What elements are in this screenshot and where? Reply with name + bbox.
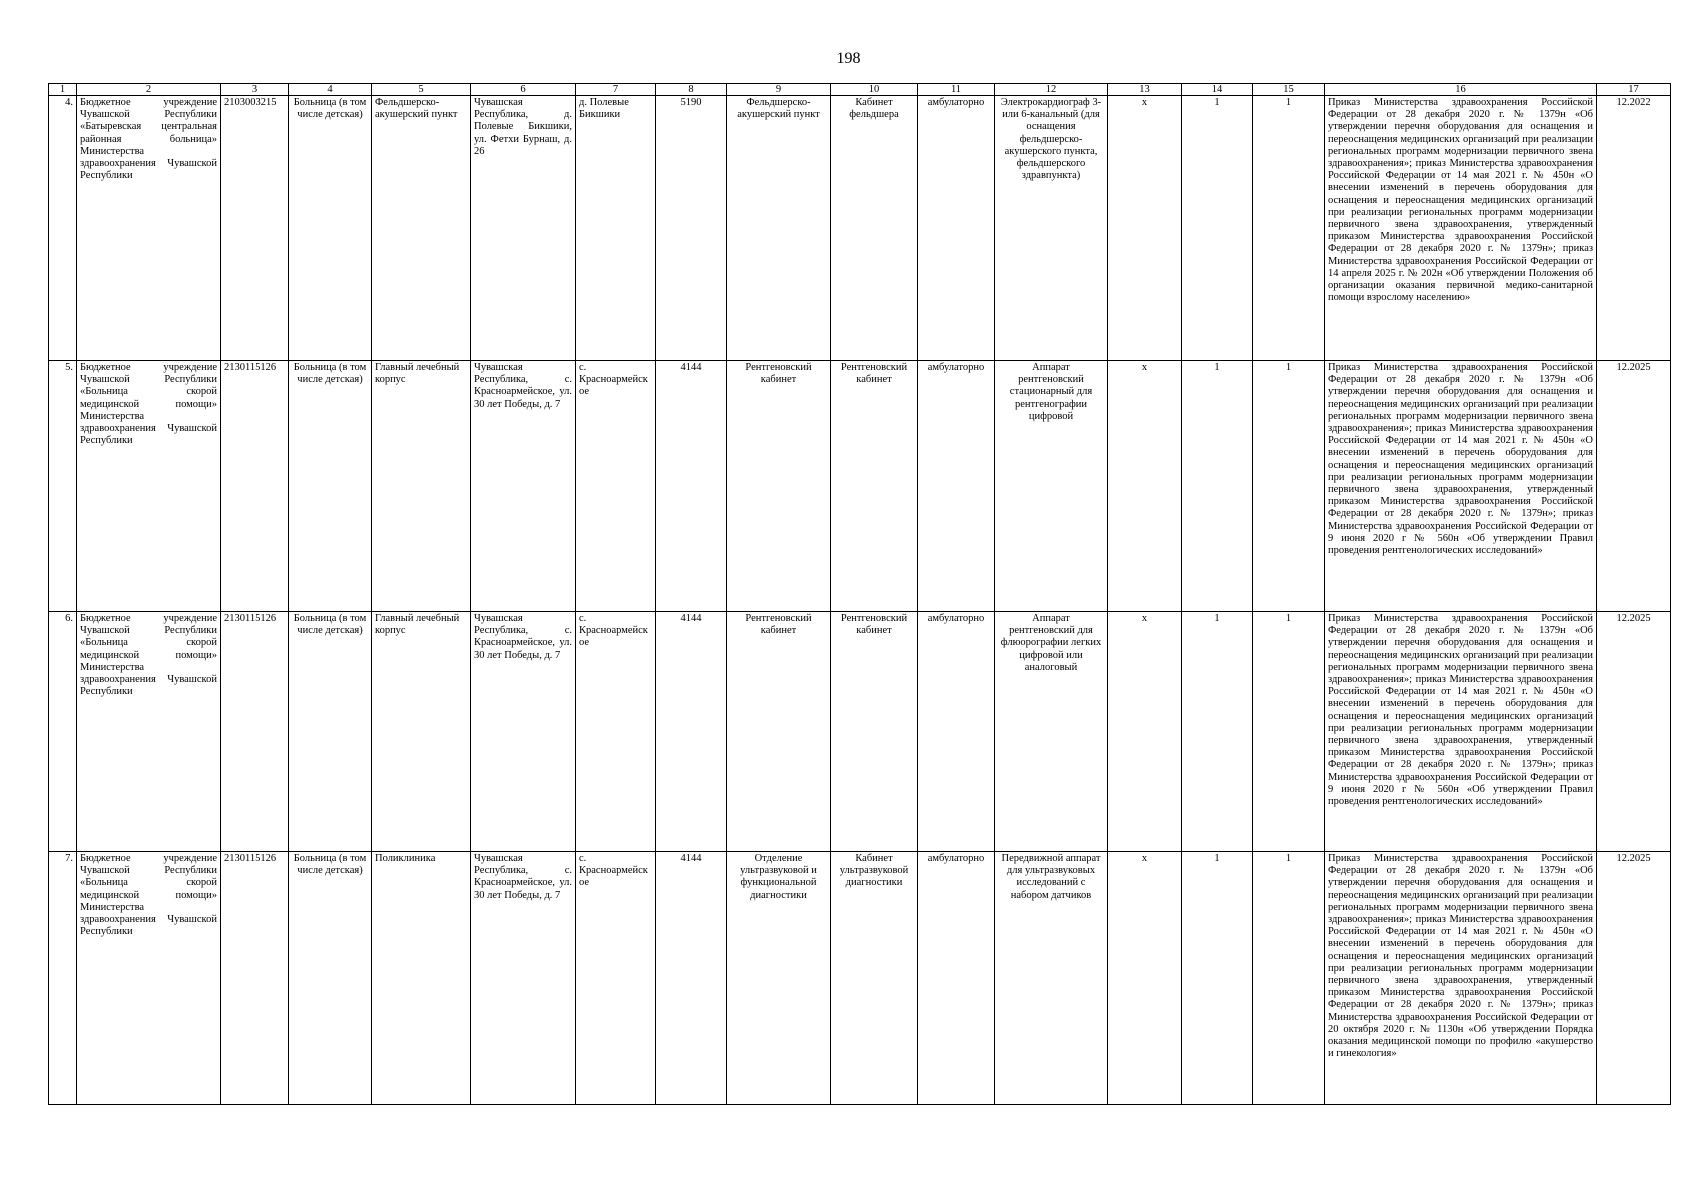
inn: 2130115126	[221, 612, 289, 852]
building: Главный лечебный корпус	[372, 361, 471, 612]
column-number: 12	[995, 84, 1108, 96]
unit: Отделение ультразвуковой и функциональной диагностики	[727, 852, 831, 1105]
legal-basis: Приказ Министерства здравоохранения Российской Федерации от 28 декабря 2020 г. № 1379н «Об утверждении перечня оборудования для оснащения и переоснащения медицинских организаций при реализации региональных программ модернизации первичного звена здравоохранения»; приказ Министерства здравоохранения Российской Федерации от 14 мая 2021 г. № 450н «О внесении изменений в перечень оборудования для оснащения и переоснащения медицинских организаций при реализации региональных программ модернизации первичного звена здравоохранения, утвержденный приказом Министерства здравоохранения Российской Федерации от 28 декабря 2020 г. № 1379н»; приказ Министерства здравоохранения Российской Федерации от 14 апреля 2025 г. № 202н «Об утверждении Положения об организации оказания первичной медико-санитарной помощи взрослому населению»	[1325, 96, 1597, 361]
column-number: 11	[918, 84, 995, 96]
column-number: 8	[656, 84, 727, 96]
column-number: 15	[1253, 84, 1325, 96]
col-13-value: х	[1108, 361, 1182, 612]
column-number: 6	[471, 84, 576, 96]
address: Чувашская Республика, с. Красноармейское, ул. 30 лет Победы, д. 7	[471, 361, 576, 612]
column-number: 7	[576, 84, 656, 96]
equipment-name: Электрокардиограф 3- или 6-канальный (для оснащения фельдшерско-акушерского пункта, фельдшерского здравпункта)	[995, 96, 1108, 361]
unit: Фельдшерско-акушерский пункт	[727, 96, 831, 361]
organization-type: Больница (в том числе детская)	[289, 96, 372, 361]
col-13-value: х	[1108, 96, 1182, 361]
code: 4144	[656, 852, 727, 1105]
address: Чувашская Республика, с. Красноармейское, ул. 30 лет Победы, д. 7	[471, 852, 576, 1105]
building: Фельдшерско-акушерский пункт	[372, 96, 471, 361]
equipment-name: Аппарат рентгеновский стационарный для рентгенографии цифровой	[995, 361, 1108, 612]
care-conditions: амбулаторно	[918, 361, 995, 612]
organization-type: Больница (в том числе детская)	[289, 361, 372, 612]
col-14-value: 1	[1182, 96, 1253, 361]
row-number: 7.	[49, 852, 77, 1105]
organization-name: Бюджетное учреждение Чувашской Республики «Больница скорой медицинской помощи» Министерства здравоохранения Чувашской Республики	[77, 361, 221, 612]
date: 12.2025	[1597, 852, 1671, 1105]
table-row	[49, 361, 1671, 612]
organization-name: Бюджетное учреждение Чувашской Республики «Батыревская центральная районная больница» Министерства здравоохранения Чувашской Республики	[77, 96, 221, 361]
column-number: 13	[1108, 84, 1182, 96]
code: 4144	[656, 612, 727, 852]
date: 12.2025	[1597, 361, 1671, 612]
table-row	[49, 96, 1671, 361]
col-14-value: 1	[1182, 612, 1253, 852]
legal-basis: Приказ Министерства здравоохранения Российской Федерации от 28 декабря 2020 г. № 1379н «Об утверждении перечня оборудования для оснащения и переоснащения медицинских организаций при реализации региональных программ модернизации первичного звена здравоохранения»; приказ Министерства здравоохранения Российской Федерации от 14 мая 2021 г. № 450н «О внесении изменений в перечень оборудования для оснащения и переоснащения медицинских организаций при реализации региональных программ модернизации первичного звена здравоохранения, утвержденный приказом Министерства здравоохранения Российской Федерации от 28 декабря 2020 г. № 1379н»; приказ Министерства здравоохранения Российской Федерации от 20 октября 2020 г. № 1130н «Об утверждении Порядка оказания медицинской помощи по профилю «акушерство и гинекология»	[1325, 852, 1597, 1105]
code: 5190	[656, 96, 727, 361]
column-number: 5	[372, 84, 471, 96]
table-row	[49, 612, 1671, 852]
unit: Рентгеновский кабинет	[727, 361, 831, 612]
settlement: с. Красноармейское	[576, 852, 656, 1105]
address: Чувашская Республика, с. Красноармейское, ул. 30 лет Победы, д. 7	[471, 612, 576, 852]
organization-name: Бюджетное учреждение Чувашской Республики «Больница скорой медицинской помощи» Министерства здравоохранения Чувашской Республики	[77, 612, 221, 852]
equipment-name: Передвижной аппарат для ультразвуковых исследований с набором датчиков	[995, 852, 1108, 1105]
settlement: с. Красноармейское	[576, 612, 656, 852]
column-number: 9	[727, 84, 831, 96]
settlement: д. Полевые Бикшики	[576, 96, 656, 361]
row-number: 6.	[49, 612, 77, 852]
col-13-value: х	[1108, 852, 1182, 1105]
column-number: 14	[1182, 84, 1253, 96]
organization-name: Бюджетное учреждение Чувашской Республики «Больница скорой медицинской помощи» Министерства здравоохранения Чувашской Республики	[77, 852, 221, 1105]
column-number: 4	[289, 84, 372, 96]
col-14-value: 1	[1182, 852, 1253, 1105]
address: Чувашская Республика, д. Полевые Бикшики, ул. Фетхи Бурнаш, д. 26	[471, 96, 576, 361]
column-number: 2	[77, 84, 221, 96]
settlement: с. Красноармейское	[576, 361, 656, 612]
code: 4144	[656, 361, 727, 612]
table-row	[49, 852, 1671, 1105]
room: Кабинет ультразвуковой диагностики	[831, 852, 918, 1105]
legal-basis: Приказ Министерства здравоохранения Российской Федерации от 28 декабря 2020 г. № 1379н «Об утверждении перечня оборудования для оснащения и переоснащения медицинских организаций при реализации региональных программ модернизации первичного звена здравоохранения»; приказ Министерства здравоохранения Российской Федерации от 14 мая 2021 г. № 450н «О внесении изменений в перечень оборудования для оснащения и переоснащения медицинских организаций при реализации региональных программ модернизации первичного звена здравоохранения, утвержденный приказом Министерства здравоохранения Российской Федерации от 28 декабря 2020 г. № 1379н»; приказ Министерства здравоохранения Российской Федерации от 9 июня 2020 г № 560н «Об утверждении Правил проведения рентгенологических исследований»	[1325, 361, 1597, 612]
column-number: 16	[1325, 84, 1597, 96]
col-13-value: х	[1108, 612, 1182, 852]
unit: Рентгеновский кабинет	[727, 612, 831, 852]
row-number: 4.	[49, 96, 77, 361]
col-15-value: 1	[1253, 612, 1325, 852]
room: Рентгеновский кабинет	[831, 361, 918, 612]
page-number: 198	[836, 50, 861, 67]
col-14-value: 1	[1182, 361, 1253, 612]
column-number: 3	[221, 84, 289, 96]
col-15-value: 1	[1253, 96, 1325, 361]
inn: 2103003215	[221, 96, 289, 361]
inn: 2130115126	[221, 361, 289, 612]
care-conditions: амбулаторно	[918, 612, 995, 852]
row-number: 5.	[49, 361, 77, 612]
column-number: 10	[831, 84, 918, 96]
date: 12.2025	[1597, 612, 1671, 852]
date: 12.2022	[1597, 96, 1671, 361]
care-conditions: амбулаторно	[918, 96, 995, 361]
organization-type: Больница (в том числе детская)	[289, 612, 372, 852]
organization-type: Больница (в том числе детская)	[289, 852, 372, 1105]
col-15-value: 1	[1253, 361, 1325, 612]
inn: 2130115126	[221, 852, 289, 1105]
legal-basis: Приказ Министерства здравоохранения Российской Федерации от 28 декабря 2020 г. № 1379н «Об утверждении перечня оборудования для оснащения и переоснащения медицинских организаций при реализации региональных программ модернизации первичного звена здравоохранения»; приказ Министерства здравоохранения Российской Федерации от 14 мая 2021 г. № 450н «О внесении изменений в перечень оборудования для оснащения и переоснащения медицинских организаций при реализации региональных программ модернизации первичного звена здравоохранения, утвержденный приказом Министерства здравоохранения Российской Федерации от 28 декабря 2020 г. № 1379н»; приказ Министерства здравоохранения Российской Федерации от 9 июня 2020 г № 560н «Об утверждении Правил проведения рентгенологических исследований»	[1325, 612, 1597, 852]
care-conditions: амбулаторно	[918, 852, 995, 1105]
room: Рентгеновский кабинет	[831, 612, 918, 852]
col-15-value: 1	[1253, 852, 1325, 1105]
equipment-name: Аппарат рентгеновский для флюорографии легких цифровой или аналоговый	[995, 612, 1108, 852]
building: Поликлиника	[372, 852, 471, 1105]
equipment-table	[48, 83, 1671, 1105]
room: Кабинет фельдшера	[831, 96, 918, 361]
column-number: 1	[49, 84, 77, 96]
column-number-row	[49, 84, 1671, 96]
building: Главный лечебный корпус	[372, 612, 471, 852]
column-number: 17	[1597, 84, 1671, 96]
